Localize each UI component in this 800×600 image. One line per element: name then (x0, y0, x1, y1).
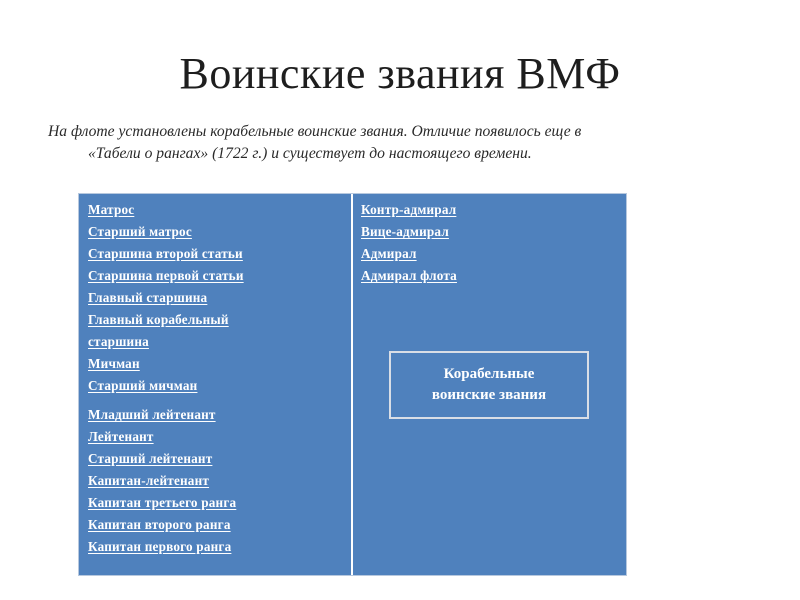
intro-text (48, 121, 764, 165)
officer-rank-link[interactable]: Лейтенант (88, 429, 154, 444)
rank-link[interactable]: Главный старшина (88, 290, 208, 305)
officer-rank-link[interactable]: Старший лейтенант (88, 451, 213, 466)
rank-link[interactable]: Старший матрос (88, 224, 192, 239)
rank-link[interactable]: Мичман (88, 356, 140, 371)
admiral-rank-link[interactable]: Адмирал флота (361, 268, 457, 283)
slide-title: Воинские звания ВМФ (179, 49, 621, 98)
officer-rank-link[interactable]: Капитан первого ранга (88, 539, 232, 554)
ship-ranks-label-box: Корабельные воинские звания (389, 351, 589, 419)
right-column (361, 199, 616, 287)
intro-line-1: На флоте установлены корабельные воинские звания. Отличие появилось еще в (48, 123, 582, 140)
officer-rank-link[interactable]: Капитан второго ранга (88, 517, 231, 532)
rank-link[interactable]: Старшина первой статьи (88, 268, 244, 283)
ranks-table (79, 194, 626, 575)
column-divider (351, 194, 353, 575)
intro-line-2: «Табели о рангах» (1722 г.) и существует до настоящего времени. (88, 145, 532, 162)
left-column (88, 199, 346, 558)
admiral-rank-link[interactable]: Адмирал (361, 246, 417, 261)
officer-rank-link[interactable]: Младший лейтенант (88, 407, 216, 422)
rank-link[interactable]: Матрос (88, 202, 135, 217)
rank-link[interactable]: Старшина второй статьи (88, 246, 243, 261)
officer-rank-link[interactable]: Капитан третьего ранга (88, 495, 237, 510)
officer-rank-link[interactable]: Капитан-лейтенант (88, 473, 210, 488)
group-spacer (88, 397, 346, 404)
rank-link[interactable]: Старший мичман (88, 378, 198, 393)
rank-link[interactable]: старшина (88, 334, 149, 349)
admiral-rank-link[interactable]: Вице-адмирал (361, 224, 449, 239)
rank-link[interactable]: Главный корабельный (88, 312, 229, 327)
admiral-rank-link[interactable]: Контр-адмирал (361, 202, 457, 217)
